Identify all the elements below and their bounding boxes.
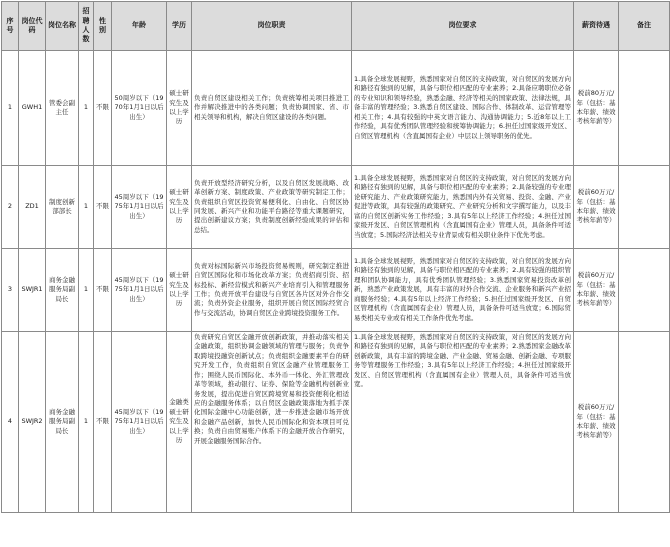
cell-age: 45周岁以下（1975年1月1日以后出生） bbox=[112, 249, 167, 332]
cell-count: 1 bbox=[79, 51, 94, 166]
cell-count: 1 bbox=[79, 166, 94, 249]
header-edu: 学历 bbox=[167, 2, 192, 51]
table-row bbox=[2, 166, 670, 249]
header-row bbox=[2, 2, 670, 51]
cell-age: 50周岁以下（1970年1月1日以后出生） bbox=[112, 51, 167, 166]
cell-gender: 不限 bbox=[94, 166, 112, 249]
table-row bbox=[2, 249, 670, 332]
cell-note bbox=[619, 332, 670, 513]
cell-note bbox=[619, 249, 670, 332]
header-note: 备注 bbox=[619, 2, 670, 51]
header-gender: 性别 bbox=[94, 2, 112, 51]
table-row bbox=[2, 332, 670, 513]
header-count: 招聘人数 bbox=[79, 2, 94, 51]
cell-edu: 硕士研究生及以上学历 bbox=[167, 249, 192, 332]
cell-name: 制度创新部部长 bbox=[46, 166, 79, 249]
cell-gender: 不限 bbox=[94, 249, 112, 332]
cell-salary: 税前60万元/年（包括：基本年薪、绩效考核年薪等） bbox=[574, 332, 619, 513]
cell-duty: 负责自贸区建设相关工作；负责统筹相关项目推进工作并解决推进中的各类问题；负责协调国家、省、市相关领导和机构，解决自贸区建设的各类问题。 bbox=[192, 51, 352, 166]
cell-gender: 不限 bbox=[94, 332, 112, 513]
cell-edu: 金融类硕士研究生及以上学历 bbox=[167, 332, 192, 513]
cell-duty: 负责对标国际新兴市场投资贸易规则，研究制定推进自贸区国际化和市场化改革方案；负责招商引资、招标投标、新经营模式和新兴产业培育引入和管理服务工作；负责开放平台建设与自贸区各片区对外合作交流；负责外资企业服务，组织开展自贸区国际经贸合作与交流活动，协调自贸区企业跨境投资服务工作。 bbox=[192, 249, 352, 332]
cell-salary: 税前60万元/年（包括：基本年薪、绩效考核年薪等） bbox=[574, 249, 619, 332]
header-salary: 薪资待遇 bbox=[574, 2, 619, 51]
header-duty: 岗位职责 bbox=[192, 2, 352, 51]
cell-count: 1 bbox=[79, 249, 94, 332]
cell-duty: 负责开放型经济研究分析，以及自贸区发展战略、改革创新方案、制度政策、产业政策等研究制定工作；负责组织自贸区投资贸易便利化、自由化、自贸区协同发展、新兴产业和功能平台路径等重大课题研究，提出创新建议方案；负责制度创新经验成果的评估和总结。 bbox=[192, 166, 352, 249]
header-age: 年龄 bbox=[112, 2, 167, 51]
cell-req: 1.具备全球发展视野，熟悉国家对自贸区的支持政策，对自贸区的发展方向和路径有独到的见解，具备与职位相匹配的专业素养；2.具有较强的组织管理和团队协调能力，具有优秀团队管理经验；3.熟悉国家贸易投资改革创新，熟悉产业政策发展，具有丰富的对外合作交流、企业服务和新兴产业招商服务经验；4.具有5年以上经济工作经验；5.担任过国家级开发区、自贸区管理机构（含直属国有企业）管理人员，具备条件可适当放宽；6.国际贸易类相关专业或有相关工作条件优先考虑。 bbox=[352, 249, 574, 332]
cell-salary: 税前60万元/年（包括：基本年薪、绩效考核年薪等） bbox=[574, 166, 619, 249]
cell-req: 1.具备全球发展视野，熟悉国家对自贸区的支持政策，对自贸区的发展方向和路径有独到的见解，具备与职位相匹配的专业素养；2.具备较强的专业理论研究能力、产业政策研究能力，熟悉国内外有关贸易、投资、金融、产业促进等政策，具有较强的政策研究、产业研究分析和文字撰写能力，以及丰富的自贸区创新实务工作经验；3.具有5年以上经济工作经验；4.担任过国家级开发区、自贸区管理机构（含直属国有企业）管理人员，具备条件可适当放宽；5.国际经济法相关专业背景或有相关职业条件下优先考虑。 bbox=[352, 166, 574, 249]
cell-age: 45周岁以下（1975年1月1日以后出生） bbox=[112, 166, 167, 249]
cell-req: 1.具备全球发展视野，熟悉国家对自贸区的支持政策，对自贸区的发展方向和路径有独到的见解，具备与职位相匹配的专业素养；2.具备应聘职位必备的专业知识和领导经验，熟悉金融、经济等相关的国家政策、法律法规，具备丰富的管理经验；3.熟悉自贸区建设、国际合作、体制改革、运营管理等相关工作；4.具有较强的中英文语言能力、沟通协调能力；5.近8年以上工作经验，具有优秀团队管理经验和统筹协调能力；6.担任过国家级开发区、自贸区管理机构（含直属国有企业）中层以上领导职务的优先。 bbox=[352, 51, 574, 166]
cell-age: 45周岁以下（1975年1月1日以后出生） bbox=[112, 332, 167, 513]
cell-edu: 硕士研究生及以上学历 bbox=[167, 51, 192, 166]
cell-code: ZD1 bbox=[19, 166, 46, 249]
cell-name: 管委会副主任 bbox=[46, 51, 79, 166]
cell-note bbox=[619, 51, 670, 166]
cell-code: SWJR2 bbox=[19, 332, 46, 513]
cell-seq: 1 bbox=[2, 51, 19, 166]
cell-name: 商务金融服务局副局长 bbox=[46, 332, 79, 513]
cell-salary: 税前80万元/年（包括：基本年薪、绩效考核年薪等） bbox=[574, 51, 619, 166]
cell-code: GWH1 bbox=[19, 51, 46, 166]
cell-code: SWJR1 bbox=[19, 249, 46, 332]
table-row bbox=[2, 51, 670, 166]
header-code: 岗位代码 bbox=[19, 2, 46, 51]
header-seq: 序号 bbox=[2, 2, 19, 51]
cell-seq: 3 bbox=[2, 249, 19, 332]
cell-count: 1 bbox=[79, 332, 94, 513]
cell-seq: 4 bbox=[2, 332, 19, 513]
cell-note bbox=[619, 166, 670, 249]
cell-duty: 负责研究自贸区金融开放创新政策，并推动落实相关金融政策，组织协调金融领域的管理与服务；负责争取跨境投融资创新试点；负责组织金融要素平台的研究开发工作，负责组织自贸区金融产业管理服务工作；围绕人民币国际化、本外币一体化、外汇管理改革等领域，推动银行、证券、保险等金融机构创新业务发展，提出促进自贸区跨境贸易和投资便利化相适应的金融服务体系；以自贸区金融政策落地为抓手深化国际金融中心功能创新，进一步推进金融市场开放和金融产品创新，加快人民币国际化和资本项目可兑换；负责自由贸易账户体系下的金融开放合作研究，开展金融服务国际合作。 bbox=[192, 332, 352, 513]
header-req: 岗位要求 bbox=[352, 2, 574, 51]
cell-seq: 2 bbox=[2, 166, 19, 249]
cell-edu: 硕士研究生及以上学历 bbox=[167, 166, 192, 249]
cell-gender: 不限 bbox=[94, 51, 112, 166]
cell-req: 1.具备全球发展视野，熟悉国家对自贸区的支持政策，对自贸区的发展方向和路径有独到的见解，具备与职位相匹配的专业素养；2.熟悉国家金融改革创新政策，具有丰富的跨境金融、产业金融、贸易金融、创新金融、专项服务等管理服务工作经验；3.具有5年以上经济工作经验；4.担任过国家级开发区、自贸区管理机构（含直属国有企业）管理人员，具备条件可适当放宽。 bbox=[352, 332, 574, 513]
cell-name: 商务金融服务局副局长 bbox=[46, 249, 79, 332]
header-name: 岗位名称 bbox=[46, 2, 79, 51]
recruitment-table bbox=[1, 1, 670, 513]
